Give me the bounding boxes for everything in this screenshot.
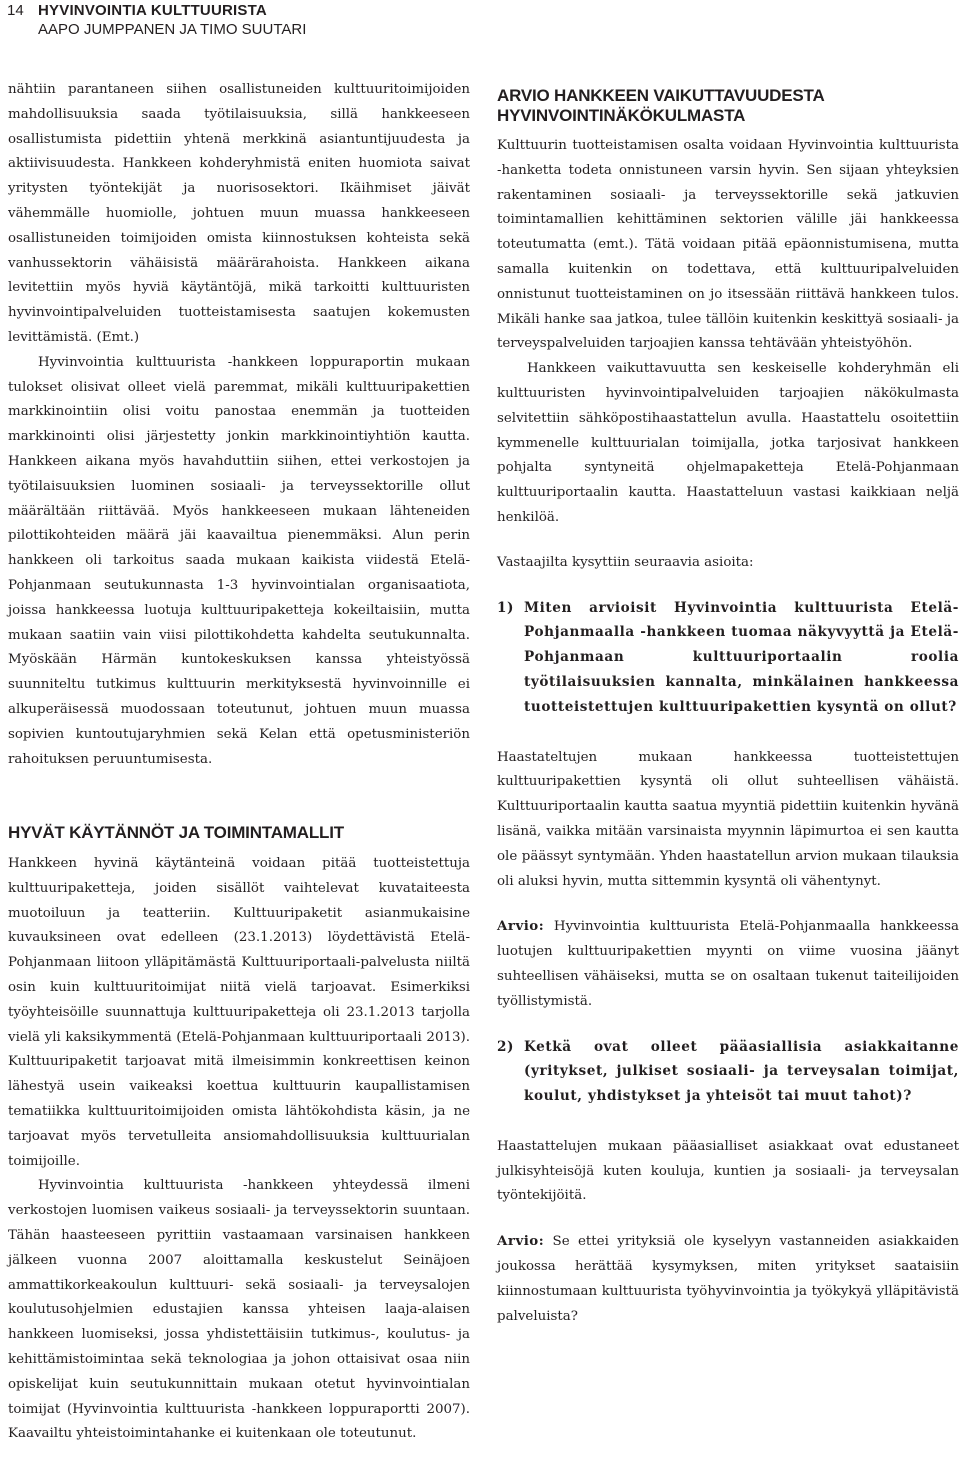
assessment-1-label: Arvio: [497, 918, 545, 935]
left-paragraph-1: nähtiin parantaneen siihen osallistuneiden kulttuuritoimijoiden mahdollisuuksia saada työtilaisuuksia, sillä hankkeeseen osallistumista pidettiin yhtenä merkkinä asiantuntijuudesta ja aktiivisuudesta. Hankkeen kohderyhmistä eniten huomiota saivat yritysten työntekijät ja nuorisosektori. Ikäihmiset jäivät vähemmälle huomiolle, johtuen muun muassa hankkeeseen osallistuneiden toimijoiden omista kiinnostuksen kohteista sekä vanhussektorin vähäisistä määrärahoista. Hankkeen aikana levitettiin myös hyviä käytäntöjä, mikä tarkoitti kulttuuristen hyvinvointipalveluiden tuotteistamisesta saatujen kokemusten levittämistä. (Emt.) [8, 82, 470, 345]
answer-2: Haastattelujen mukaan pääasialliset asiakkaat ovat edustaneet julkisyhteisöjä kuten kouluja, kuntien ja sosiaali- ja terveysalan työntekijöitä. [497, 1138, 959, 1204]
question-2-text: Ketkä ovat olleet pääasiallisia asiakkaitanne (yritykset, julkiset sosiaali- ja terveysalan toimijat, koulut, yhdistykset ja yhteisöt tai muut tahot)? [524, 1038, 959, 1105]
left-paragraph-2: Hyvinvointia kulttuurista -hankkeen loppuraportin mukaan tulokset olisivat olleet vielä paremmat, mikäli kulttuuripakettien markkinointiin olisi voitu panostaa enemmän ja tuotteiden markkinointi olisi järjestetty jonkin markkinointiyhtiön kautta. Hankkeen aikana myös havahduttiin siihen, ettei verkostojen ja työtilaisuuksien luominen sosiaali- ja terveyssektorille ollut määrältään riittävää. Myös hankkeeseen mukaan lähteneiden pilottikohteiden määrä jäi kaavailtua pienemmäksi. Alun perin hankkeen oli tarkoitus saada mukaan kaikista viidestä Etelä-Pohjanmaan seutukunnasta 1-3 hyvinvointialan organisaatiota, joissa hankkeessa luotuja kulttuuripaketteja kokeiltaisiin, mutta mukaan saatiin vain viisi pilottikohdetta kahdelta seutukunnalta. Myöskään Härmän kuntokeskuksen kanssa yhteistyössä suunniteltu tutkimus kulttuurin merkityksestä hyvinvoinnille ei alkuperäisessä muodossaan toteutunut, johtuen muun muassa sopivien kuntoutujaryhmien sekä Kelan että opetusministeriön rahoituksen peruuntumisesta. [8, 354, 470, 767]
left-column [8, 78, 470, 772]
section-good-practices [8, 823, 470, 1447]
question-2 [497, 1035, 959, 1109]
section-heading-evaluation-line-1: ARVIO HANKKEEN VAIKUTTAVUUDESTA [497, 86, 825, 105]
right-paragraph-1: Kulttuurin tuotteistamisen osalta voidaan Hyvinvointia kulttuurista -hanketta todeta onnistuneen varsin hyvin. Sen sijaan yhteyksien rakentaminen sosiaali- ja terveyssektorille sekä jatkuvien toimintamallien kehittäminen sektorien välille jäi hankkeessa toteutumatta (emt.). Tätä voidaan pitää epäonnistumisena, mutta samalla kuitenkin on todettava, että kulttuuripalveluiden onnistunut tuotteistaminen on jo itsessään riittävä hankkeen tulos. Mikäli hanke saa jatkoa, tulee tällöin kuitenkin keskittyä sosiaali- ja terveyspalveluiden tarjoajien kanssa tehtävään yhteistyöhön. [497, 138, 959, 352]
questions-intro: Vastaajilta kysyttiin seuraavia asioita: [497, 554, 754, 570]
question-1 [497, 596, 959, 720]
question-1-text: Miten arvioisit Hyvinvointia kulttuurista Etelä-Pohjanmaalla -hankkeen tuomaa näkyvyyttä ja Etelä-Pohjanmaan kulttuuriportaalin roolia työtilaisuuksien kannalta, minkälainen hankkeessa tuotteistettujen kulttuuripakettien kysyntä on ollut? [524, 599, 959, 715]
assessment-2 [497, 1229, 959, 1329]
answer-1: Haastateltujen mukaan hankkeessa tuotteistettujen kulttuuripakettien kysyntä oli ollut suhteellisen vähäistä. Kulttuuriportaalin kautta saatua myyntiä pidettiin kuitenkin hyvänä lisänä, vaikka mitään varsinaista myynnin läpimurtoa ei sen kautta ole päässyt syntymään. Yhden haastatellun arvion mukaan tilauksia oli aluksi hyvin, mutta sittemmin kysyntä oli vähentynyt. [497, 749, 959, 889]
assessment-2-text: Se ettei yrityksiä ole kyselyyn vastanneiden asiakkaiden joukossa herättää kysymyksen, miten yritykset saataisiin kiinnostumaan kulttuurista työhyvinvointia ja työkykyä ylläpitävistä palveluista? [497, 1234, 959, 1324]
good-practices-paragraph-2: Hyvinvointia kulttuurista -hankkeen yhteydessä ilmeni verkostojen luomisen vaikeus sosiaali- ja terveyssektorin suuntaan. Tähän haasteeseen pyrittiin vastaamaan varsinaisen hankkeen jälkeen vuonna 2007 aloittamalla keskustelut Seinäjoen ammattikorkeakoulun kulttuuri- sekä sosiaali- ja terveysalojen koulutusohjelmien edustajien kanssa yhteisen laaja-alaisen hankkeen luomiseksi, jossa yhdistettäisiin tutkimus-, koulutus- ja kehittämistoimintaa sekä teknologiaa ja johon ottaisivat osaa niin opiskelijat kuin seutukunnittain mukaan otetut hyvinvointialan toimijat (Hyvinvointia kulttuurista -hankkeen loppuraportti 2007). Kaavailtu yhteistoimintahanke ei kuitenkaan ole toteutunut. [8, 1178, 470, 1442]
right-column [497, 78, 959, 1329]
question-2-number: 2) [497, 1038, 515, 1055]
section-heading-evaluation-line-2: HYVINVOINTINÄKÖKULMASTA [497, 106, 746, 125]
assessment-1-text: Hyvinvointia kulttuurista Etelä-Pohjanmaalla hankkeessa luotujen kulttuuripakettien myynti on viime vuosina jäänyt suhteellisen vähäiseksi, mutta se on osaltaan tukenut taiteilijoiden työllistymistä. [497, 919, 959, 1009]
assessment-2-label: Arvio: [497, 1233, 545, 1250]
section-heading-good-practices: HYVÄT KÄYTÄNNÖT JA TOIMINTAMALLIT [8, 823, 344, 842]
question-1-number: 1) [497, 599, 515, 616]
section-heading-evaluation [497, 86, 959, 126]
right-paragraph-2: Hankkeen vaikuttavuutta sen keskeiselle kohderyhmän eli kulttuuristen hyvinvointipalveluiden tarjoajien näkökulmasta selvitettiin sähköpostihaastattelun avulla. Haastattelu osoitettiin kymmenelle kulttuurialan toimijalla, jotka tarjosivat hankkeen pohjalta syntyneitä ohjelmapaketteja Etelä-Pohjanmaan kulttuuriportaalin kautta. Haastatteluun vastasi kaikkiaan neljä henkilöä. [497, 361, 959, 525]
page-number: 14 [7, 2, 24, 19]
running-title: HYVINVOINTIA KULTTUURISTA [38, 2, 267, 19]
assessment-1 [497, 914, 959, 1014]
running-authors: AAPO JUMPPANEN JA TIMO SUUTARI [38, 21, 307, 38]
good-practices-paragraph-1: Hankkeen hyvinä käytänteinä voidaan pitää tuotteistettuja kulttuuripaketteja, joiden sisällöt vaihtelevat kuvataiteesta muotoiluun ja teatteriin. Kulttuuripaketit asianmukaisine kuvauksineen ovat edelleen (23.1.2013) löydettävistä Etelä-Pohjanmaan liitoon ylläpitämästä Kulttuuriportaali-palvelusta niiltä osin kuin kulttuuritoimijat niitä vielä tarjoavat. Esimerkiksi työyhteisöille suunnattuja kulttuuripaketteja oli 23.1.2013 tarjolla vielä yli kaksikymmentä (Etelä-Pohjanmaan kulttuuriportaali 2013). Kulttuuripaketit tarjoavat mitä ilmeisimmin konkreettisen keinon lähestyä usein vaikeaksi koettua kulttuurin kaupallistamisen tematiikka kulttuuritoimijoiden omista lähtökohdista käsin, ja ne tarjoavat myös tervetulleita ansiomahdollisuuksia kulttuurialan toimijoille. [8, 856, 470, 1169]
